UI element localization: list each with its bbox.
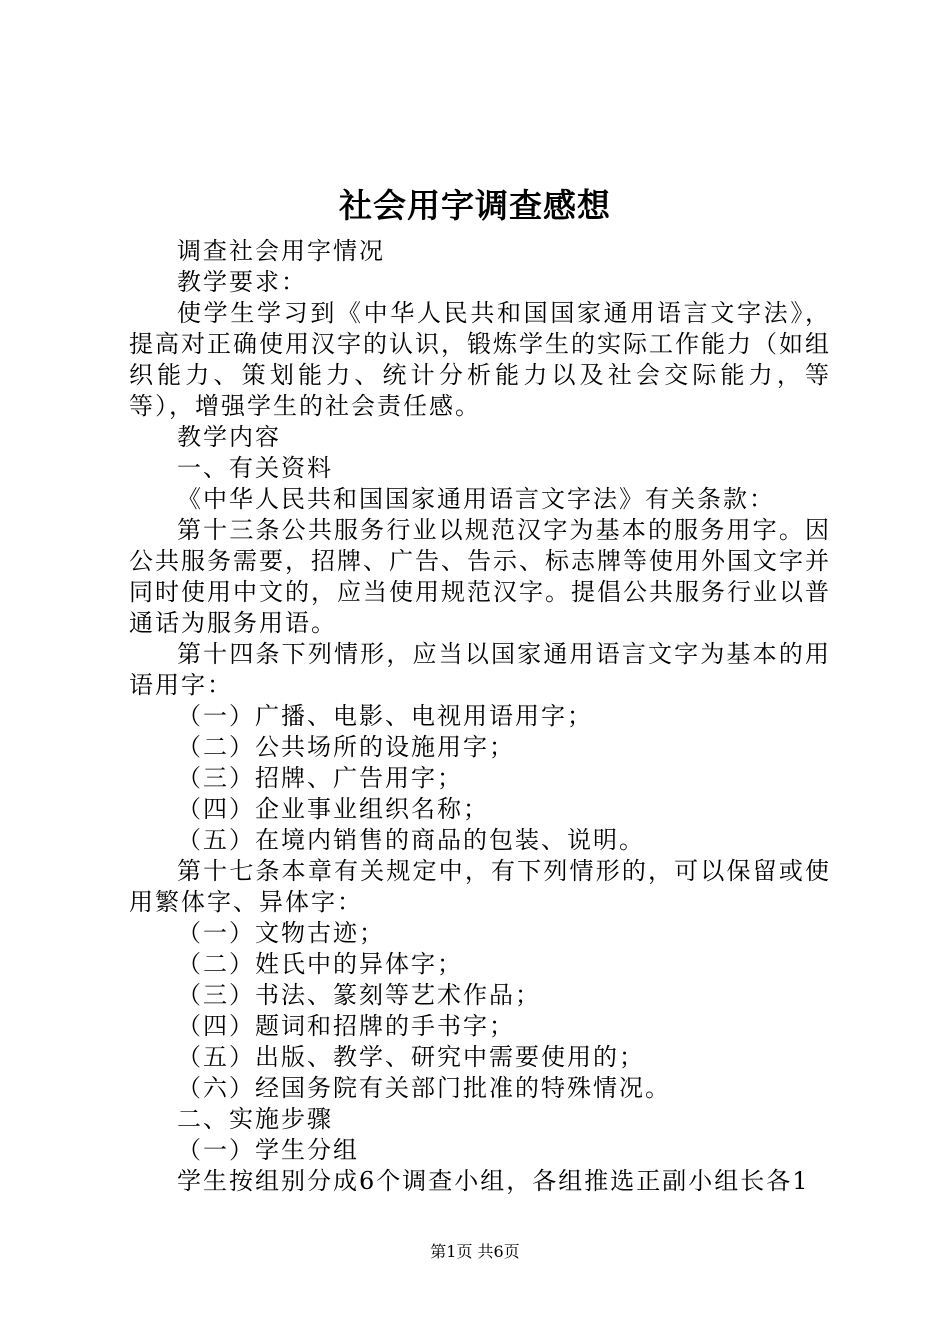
- list-item: （五）出版、教学、研究中需要使用的；: [177, 1043, 645, 1071]
- list-item: （三）书法、篆刻等艺术作品；: [177, 981, 541, 1009]
- document-body: [129, 236, 831, 1197]
- paragraph: 教学内容: [177, 423, 281, 451]
- section-heading: 一、有关资料: [177, 454, 333, 482]
- section-heading: 二、实施步骤: [177, 1105, 333, 1133]
- list-item: （二）姓氏中的异体字；: [177, 950, 463, 978]
- paragraph: 第十四条下列情形，应当以国家通用语言文字为基本的用语用字：: [129, 640, 831, 699]
- list-item: （五）在境内销售的商品的包装、说明。: [177, 826, 645, 854]
- paragraph: 使学生学习到《中华人民共和国国家通用语言文字法》，提高对正确使用汉字的认识，锻炼学生的实际工作能力（如组织能力、策划能力、统计分析能力以及社会交际能力，等等），增强学生的社会责任感。: [129, 299, 831, 420]
- paragraph: 第十七条本章有关规定中，有下列情形的，可以保留或使用繁体字、异体字：: [129, 857, 831, 916]
- paragraph: 调查社会用字情况: [177, 237, 385, 265]
- list-item: （四）企业事业组织名称；: [177, 795, 489, 823]
- paragraph: 第十三条公共服务行业以规范汉字为基本的服务用字。因公共服务需要，招牌、广告、告示、标志牌等使用外国文字并同时使用中文的，应当使用规范汉字。提倡公共服务行业以普通话为服务用语。: [129, 516, 831, 637]
- list-item: （一）广播、电影、电视用语用字；: [177, 702, 593, 730]
- list-item: （六）经国务院有关部门批准的特殊情况。: [177, 1074, 671, 1102]
- paragraph: 教学要求：: [177, 268, 307, 296]
- list-item: （一）文物古迹；: [177, 919, 385, 947]
- subsection-heading: （一）学生分组: [177, 1136, 359, 1164]
- page-footer: 第1页 共6页: [430, 1242, 520, 1261]
- paragraph: 《中华人民共和国国家通用语言文字法》有关条款：: [177, 485, 775, 513]
- list-item: （三）招牌、广告用字；: [177, 764, 463, 792]
- paragraph: 学生按组别分成6个调查小组，各组推选正副小组长各1: [177, 1167, 810, 1195]
- list-item: （四）题词和招牌的手书字；: [177, 1012, 515, 1040]
- document-title: 社会用字调查感想: [339, 186, 611, 225]
- list-item: （二）公共场所的设施用字；: [177, 733, 515, 761]
